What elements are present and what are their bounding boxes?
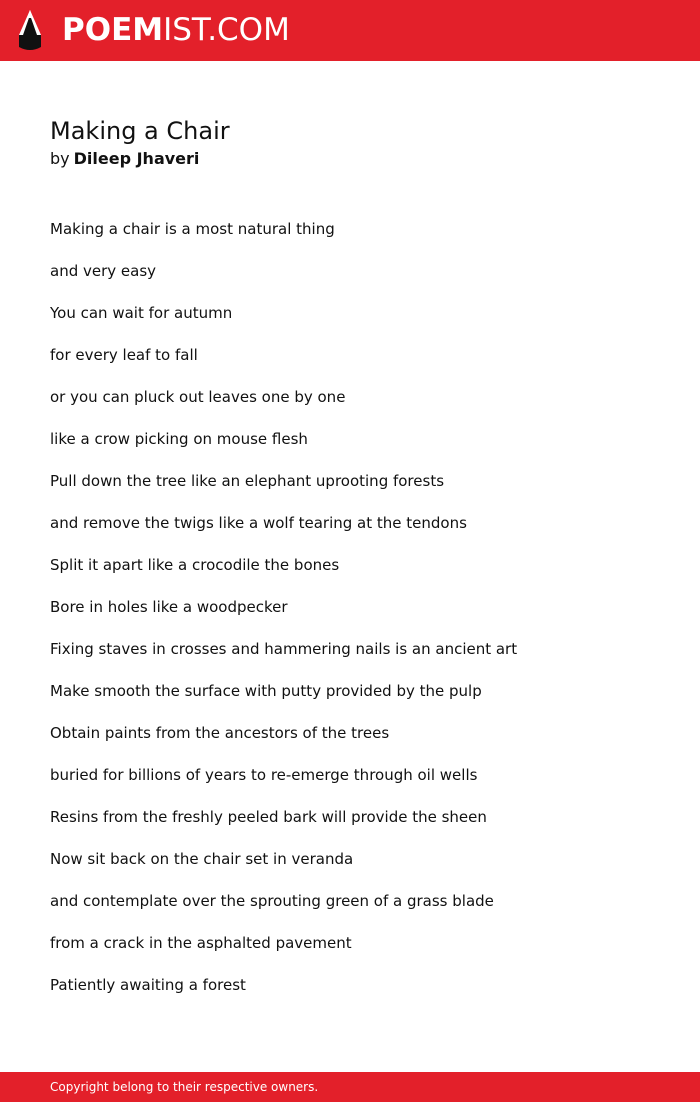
poem-line: buried for billions of years to re-emerge through oil wells	[50, 766, 478, 784]
poem-line: Now sit back on the chair set in veranda	[50, 850, 354, 868]
copyright-text: Copyright belong to their respective owners.	[50, 1080, 319, 1094]
site-footer	[0, 1072, 700, 1102]
author-name[interactable]: Dileep Jhaveri	[73, 149, 200, 168]
poem-line: Split it apart like a crocodile the bones	[50, 556, 340, 574]
poem-line: and very easy	[50, 262, 157, 280]
poem-line: Patiently awaiting a forest	[50, 976, 246, 994]
poem-line: Obtain paints from the ancestors of the trees	[50, 724, 390, 742]
poem-line: for every leaf to fall	[50, 346, 198, 364]
poem-line: and remove the twigs like a wolf tearing at the tendons	[50, 514, 467, 532]
byline	[50, 148, 199, 170]
poem-line: and contemplate over the sprouting green of a grass blade	[50, 892, 494, 910]
poem-body	[50, 218, 650, 1016]
logo-text-light: IST.COM	[163, 12, 290, 48]
poem-line: Making a chair is a most natural thing	[50, 220, 335, 238]
poem-line: Make smooth the surface with putty provided by the pulp	[50, 682, 482, 700]
poem-line: Bore in holes like a woodpecker	[50, 598, 288, 616]
poem-line: like a crow picking on mouse flesh	[50, 430, 308, 448]
poem-line: Resins from the freshly peeled bark will provide the sheen	[50, 808, 487, 826]
poem-line: Fixing staves in crosses and hammering nails is an ancient art	[50, 640, 518, 658]
poem-title: Making a Chair	[50, 117, 230, 145]
poem-line: Pull down the tree like an elephant uprooting forests	[50, 472, 445, 490]
poem-line: You can wait for autumn	[50, 304, 233, 322]
poem-line: or you can pluck out leaves one by one	[50, 388, 346, 406]
poem-line: from a crack in the asphalted pavement	[50, 934, 352, 952]
site-logo[interactable]	[62, 12, 290, 48]
logo-text-bold: POEM	[62, 12, 164, 48]
by-label: by	[50, 149, 70, 168]
pen-nib-icon[interactable]	[16, 9, 44, 51]
site-header	[0, 0, 700, 61]
